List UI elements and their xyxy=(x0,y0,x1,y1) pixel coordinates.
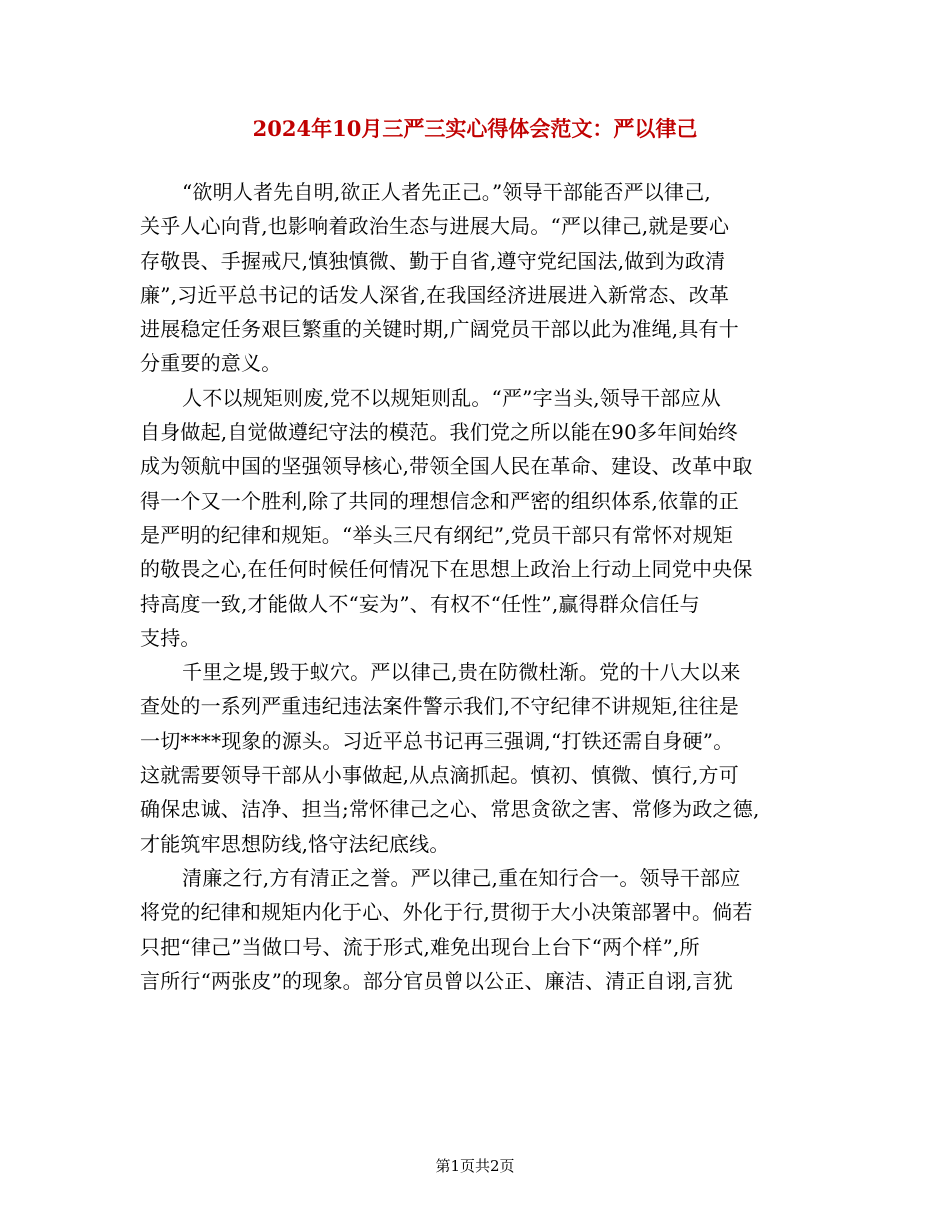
text-line: 关乎人心向背,也影响着政治生态与进展大局。“严以律己,就是要心 xyxy=(140,214,730,239)
text-line: 才能筑牢思想防线,恪守法纪底线。 xyxy=(140,831,450,856)
paragraph xyxy=(140,861,812,998)
text-line: 得一个又一个胜利,除了共同的理想信念和严密的组织体系,依靠的正 xyxy=(140,488,739,513)
text-line: “欲明人者先自明,欲正人者先正己。”领导干部能否严以律己, xyxy=(182,180,711,204)
text-line: 一切****现象的源头。习近平总书记再三强调,“打铁还需自身硬”。 xyxy=(140,728,734,753)
document-body xyxy=(140,175,812,998)
text-line: 成为领航中国的坚强领导核心,带领全国人民在革命、建设、改革中取 xyxy=(140,454,753,479)
text-line: 自身做起,自觉做遵纪守法的模范。我们党之所以能在90多年间始终 xyxy=(140,420,739,445)
text-line: 言所行“两张皮”的现象。部分官员曾以公正、廉洁、清正自诩,言犹 xyxy=(140,968,734,993)
text-line: 只把“律己”当做口号、流于形式,难免出现台上台下“两个样”,所 xyxy=(140,934,700,959)
text-line: 将党的纪律和规矩内化于心、外化于行,贯彻于大小决策部署中。倘若 xyxy=(140,900,753,925)
paragraph xyxy=(140,175,812,381)
text-line: 支持。 xyxy=(140,625,201,650)
text-line: 的敬畏之心,在任何时候任何情况下在思想上政治上行动上同党中央保 xyxy=(140,557,753,582)
text-line: 廉”,习近平总书记的话发人深省,在我国经济进展进入新常态、改革 xyxy=(140,282,730,307)
text-line: 千里之堤,毁于蚁穴。严以律己,贵在防微杜渐。党的十八大以来 xyxy=(182,660,741,685)
text-line: 是严明的纪律和规矩。“举头三尺有纲纪”,党员干部只有常怀对规矩 xyxy=(140,522,734,547)
page-footer: 第1页共2页 xyxy=(435,1157,515,1175)
text-line: 确保忠诚、洁净、担当;常怀律己之心、常思贪欲之害、常修为政之德, xyxy=(140,797,760,822)
document-title: 2024年10月三严三实心得体会范文：严以律己 xyxy=(252,116,698,141)
text-line: 人不以规矩则废,党不以规矩则乱。“严”字当头,领导干部应从 xyxy=(182,385,721,410)
paragraph xyxy=(140,655,812,861)
paragraph xyxy=(140,381,812,655)
text-line: 这就需要领导干部从小事做起,从点滴抓起。慎初、慎微、慎行,方可 xyxy=(140,763,739,788)
text-line: 清廉之行,方有清正之誉。严以律己,重在知行合一。领导干部应 xyxy=(182,865,741,890)
text-line: 查处的一系列严重违纪违法案件警示我们,不守纪律不讲规矩,往往是 xyxy=(140,694,739,719)
text-line: 持高度一致,才能做人不“妄为”、有权不“任性”,赢得群众信任与 xyxy=(140,591,700,616)
text-line: 存敬畏、手握戒尺,慎独慎微、勤于自省,遵守党纪国法,做到为政清 xyxy=(140,248,726,273)
text-line: 分重要的意义。 xyxy=(140,351,282,376)
text-line: 进展稳定任务艰巨繁重的关键时期,广阔党员干部以此为准绳,具有十 xyxy=(140,317,739,342)
